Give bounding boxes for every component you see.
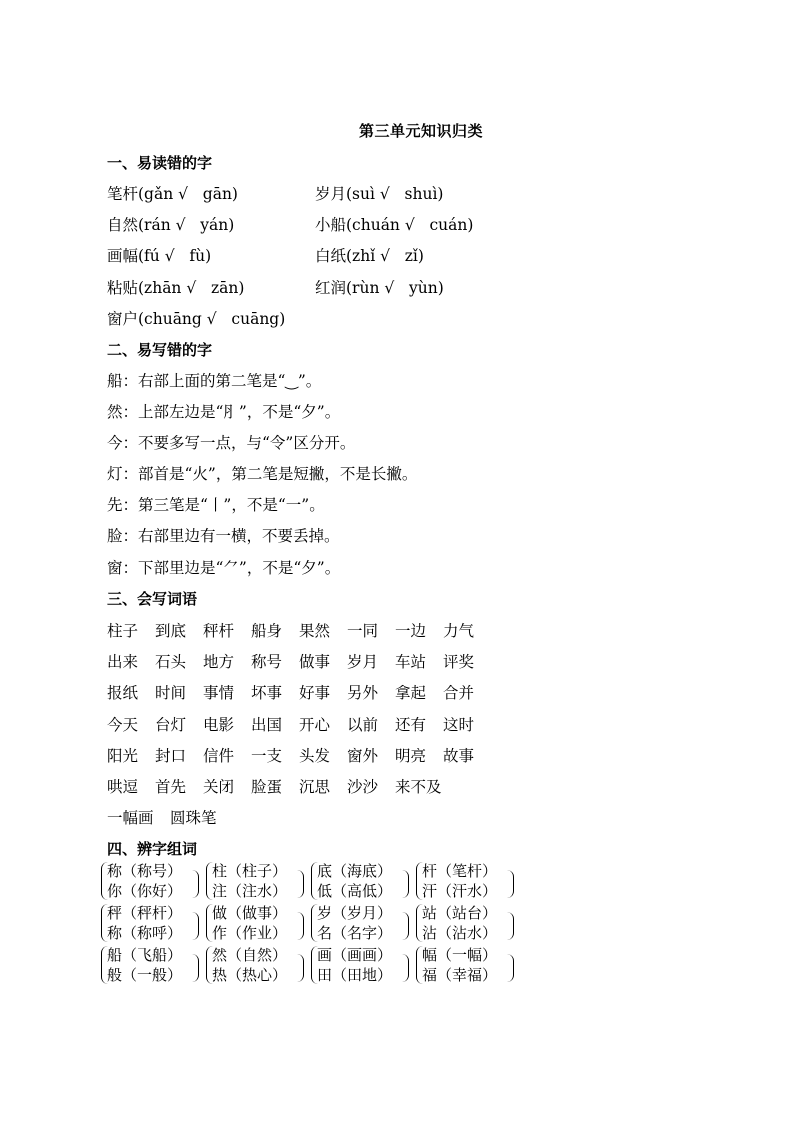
page-title: 第三单元知识归类 [358, 122, 483, 140]
word: 台灯 [155, 716, 187, 734]
character-pair: 柱（柱子） 注（注水） [210, 862, 310, 902]
word: 圆珠笔 [170, 809, 217, 827]
character-pair: 画（画画） 田（田地） [315, 946, 415, 986]
character-pair: 岁（岁月） 名（名字） [315, 904, 415, 944]
word: 沙沙 [347, 778, 379, 796]
pronunciation-item: 小船(chuán √ cuán) [315, 216, 474, 234]
word: 哄逗 [107, 778, 139, 796]
character-pair: 底（海底） 低（高低） [315, 862, 415, 902]
word: 来不及 [395, 778, 442, 796]
word: 力气 [443, 622, 475, 640]
word: 好事 [299, 684, 331, 702]
character-pair: 站（站台） 沾（沾水） [420, 904, 520, 944]
word: 还有 [395, 716, 427, 734]
word: 出来 [107, 653, 139, 671]
word: 这时 [443, 716, 475, 734]
word: 脸蛋 [251, 778, 283, 796]
word: 柱子 [107, 622, 139, 640]
word: 报纸 [107, 684, 139, 702]
writing-note: 今：不要多写一点，与“令”区分开。 [107, 434, 356, 452]
word: 今天 [107, 716, 139, 734]
word-row [107, 619, 491, 641]
word-row [107, 775, 443, 797]
word: 事情 [203, 684, 235, 702]
character-pair: 做（做事） 作（作业） [210, 904, 310, 944]
word-row [107, 713, 491, 735]
word: 时间 [155, 684, 187, 702]
writing-note: 然：上部左边是“⺼”，不是“夕”。 [107, 403, 341, 421]
word: 坏事 [251, 684, 283, 702]
word: 一幅画 [107, 809, 154, 827]
word: 封口 [155, 747, 187, 765]
word: 称号 [251, 653, 283, 671]
word: 车站 [395, 653, 427, 671]
word: 故事 [443, 747, 475, 765]
word: 开心 [299, 716, 331, 734]
section-heading-1: 一、易读错的字 [107, 154, 213, 172]
word: 一边 [395, 622, 427, 640]
word: 电影 [203, 716, 235, 734]
pronunciation-item: 自然(rán √ yán) [107, 216, 235, 234]
word: 果然 [299, 622, 331, 640]
section-heading-4: 四、辨字组词 [107, 840, 198, 858]
word: 明亮 [395, 747, 427, 765]
word-row [107, 744, 491, 766]
word: 以前 [347, 716, 379, 734]
word: 做事 [299, 653, 331, 671]
pronunciation-item: 红润(rùn √ yùn) [315, 279, 444, 297]
writing-note: 先：第三笔是“丨”，不是“一”。 [107, 496, 325, 514]
pronunciation-item: 窗户(chuāng √ cuāng) [107, 310, 286, 328]
character-pair: 船（飞船） 般（一般） [105, 946, 205, 986]
word: 拿起 [395, 684, 427, 702]
word: 岁月 [347, 653, 379, 671]
word: 石头 [155, 653, 187, 671]
word: 一支 [251, 747, 283, 765]
writing-note: 船：右部上面的第二笔是“‿”。 [107, 372, 322, 390]
word: 窗外 [347, 747, 379, 765]
character-pair: 杆（笔杆） 汗（汗水） [420, 862, 520, 902]
word: 另外 [347, 684, 379, 702]
pronunciation-item: 粘贴(zhān √ zān) [107, 279, 245, 297]
word: 合并 [443, 684, 475, 702]
word: 秤杆 [203, 622, 235, 640]
word-row [107, 806, 233, 828]
character-pair: 然（自然） 热（热心） [210, 946, 310, 986]
writing-note: 脸：右部里边有一横，不要丢掉。 [107, 527, 340, 545]
character-pair: 秤（秤杆） 称（称呼） [105, 904, 205, 944]
character-pair: 称（称号） 你（你好） [105, 862, 205, 902]
character-pair: 幅（一幅） 福（幸福） [420, 946, 520, 986]
writing-note: 窗：下部里边是“⺈”，不是“夕”。 [107, 559, 341, 577]
pronunciation-item: 画幅(fú √ fù) [107, 247, 212, 265]
word: 地方 [203, 653, 235, 671]
section-heading-2: 二、易写错的字 [107, 341, 213, 359]
pronunciation-item: 笔杆(gǎn √ gān) [107, 185, 238, 203]
word: 信件 [203, 747, 235, 765]
word: 评奖 [443, 653, 475, 671]
word-row [107, 650, 491, 672]
writing-note: 灯：部首是“火”，第二笔是短撇，不是长撇。 [107, 465, 418, 483]
word: 阳光 [107, 747, 139, 765]
word: 到底 [155, 622, 187, 640]
word: 关闭 [203, 778, 235, 796]
word: 一同 [347, 622, 379, 640]
word: 头发 [299, 747, 331, 765]
section-heading-3: 三、会写词语 [107, 590, 198, 608]
word: 首先 [155, 778, 187, 796]
pronunciation-item: 白纸(zhǐ √ zǐ) [315, 247, 424, 265]
word: 出国 [251, 716, 283, 734]
word: 沉思 [299, 778, 331, 796]
pronunciation-item: 岁月(suì √ shuì) [315, 185, 444, 203]
word-row [107, 681, 491, 703]
word: 船身 [251, 622, 283, 640]
